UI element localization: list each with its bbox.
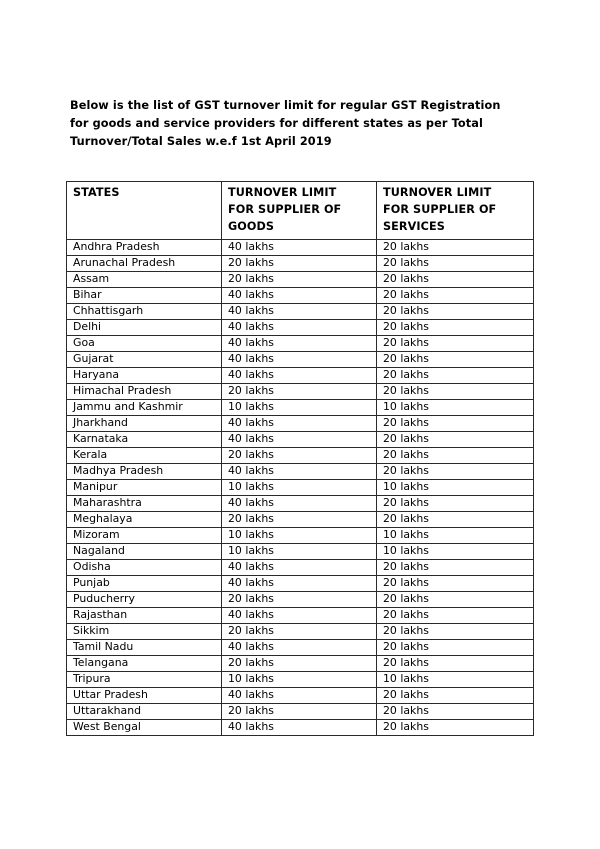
cell-services-limit: 20 lakhs [377,335,534,351]
cell-goods-limit: 40 lakhs [222,367,377,383]
table-row [67,287,534,303]
cell-goods-limit: 20 lakhs [222,703,377,719]
cell-goods-limit: 20 lakhs [222,383,377,399]
table-row [67,463,534,479]
cell-state: Goa [67,335,222,351]
cell-services-limit: 10 lakhs [377,399,534,415]
cell-services-limit: 20 lakhs [377,367,534,383]
gst-turnover-table-container [66,181,533,736]
cell-goods-limit: 40 lakhs [222,687,377,703]
column-header-line: STATES [73,186,120,199]
cell-state: Arunachal Pradesh [67,255,222,271]
cell-services-limit: 20 lakhs [377,415,534,431]
cell-state: Assam [67,271,222,287]
table-row [67,575,534,591]
cell-goods-limit: 10 lakhs [222,479,377,495]
cell-services-limit: 20 lakhs [377,703,534,719]
column-header-line: FOR SUPPLIER OF [383,203,497,217]
intro-line: for goods and service providers for different states as per Total [70,117,483,131]
cell-services-limit: 20 lakhs [377,447,534,463]
cell-state: Kerala [67,447,222,463]
cell-goods-limit: 20 lakhs [222,447,377,463]
cell-services-limit: 20 lakhs [377,687,534,703]
cell-goods-limit: 40 lakhs [222,287,377,303]
table-row [67,655,534,671]
cell-goods-limit: 40 lakhs [222,239,377,255]
cell-goods-limit: 20 lakhs [222,655,377,671]
cell-services-limit: 10 lakhs [377,527,534,543]
table-row [67,303,534,319]
cell-goods-limit: 40 lakhs [222,575,377,591]
cell-state: West Bengal [67,719,222,735]
table-row [67,511,534,527]
table-row [67,703,534,719]
cell-state: Tamil Nadu [67,639,222,655]
cell-services-limit: 20 lakhs [377,607,534,623]
table-header [67,182,534,240]
table-row [67,431,534,447]
cell-state: Jammu and Kashmir [67,399,222,415]
cell-goods-limit: 20 lakhs [222,511,377,527]
cell-state: Jharkhand [67,415,222,431]
cell-goods-limit: 10 lakhs [222,399,377,415]
cell-services-limit: 20 lakhs [377,495,534,511]
cell-goods-limit: 20 lakhs [222,623,377,639]
cell-services-limit: 20 lakhs [377,639,534,655]
cell-services-limit: 10 lakhs [377,543,534,559]
table-row [67,591,534,607]
cell-goods-limit: 40 lakhs [222,431,377,447]
table-row [67,623,534,639]
table-row [67,367,534,383]
column-header-line: TURNOVER LIMIT [228,186,337,199]
cell-state: Mizoram [67,527,222,543]
column-header-states [67,182,222,240]
cell-state: Manipur [67,479,222,495]
cell-goods-limit: 10 lakhs [222,527,377,543]
table-row [67,671,534,687]
cell-services-limit: 20 lakhs [377,431,534,447]
gst-turnover-table [66,181,534,736]
cell-services-limit: 20 lakhs [377,463,534,479]
table-row [67,319,534,335]
cell-services-limit: 20 lakhs [377,255,534,271]
cell-services-limit: 20 lakhs [377,351,534,367]
cell-state: Rajasthan [67,607,222,623]
cell-state: Meghalaya [67,511,222,527]
cell-state: Uttar Pradesh [67,687,222,703]
cell-services-limit: 10 lakhs [377,671,534,687]
cell-goods-limit: 20 lakhs [222,271,377,287]
cell-state: Nagaland [67,543,222,559]
cell-state: Haryana [67,367,222,383]
cell-goods-limit: 20 lakhs [222,591,377,607]
table-row [67,687,534,703]
cell-state: Sikkim [67,623,222,639]
cell-state: Himachal Pradesh [67,383,222,399]
cell-goods-limit: 40 lakhs [222,335,377,351]
column-header-services [377,182,534,240]
table-row [67,447,534,463]
cell-goods-limit: 40 lakhs [222,495,377,511]
table-row [67,479,534,495]
table-row [67,415,534,431]
cell-services-limit: 20 lakhs [377,271,534,287]
cell-state: Chhattisgarh [67,303,222,319]
table-row [67,239,534,255]
cell-state: Delhi [67,319,222,335]
table-row [67,255,534,271]
intro-line: Below is the list of GST turnover limit for regular GST Registration [70,99,501,112]
cell-goods-limit: 40 lakhs [222,303,377,319]
table-row [67,335,534,351]
intro-line: Turnover/Total Sales w.e.f 1st April 2019 [70,135,332,149]
cell-state: Puducherry [67,591,222,607]
cell-state: Odisha [67,559,222,575]
column-header-goods [222,182,377,240]
cell-services-limit: 20 lakhs [377,511,534,527]
cell-state: Andhra Pradesh [67,239,222,255]
cell-state: Tripura [67,671,222,687]
cell-state: Gujarat [67,351,222,367]
cell-services-limit: 20 lakhs [377,719,534,735]
cell-goods-limit: 10 lakhs [222,671,377,687]
table-row [67,399,534,415]
cell-services-limit: 20 lakhs [377,319,534,335]
column-header-line: FOR SUPPLIER OF [228,203,342,217]
table-row [67,383,534,399]
cell-state: Telangana [67,655,222,671]
cell-goods-limit: 40 lakhs [222,639,377,655]
cell-state: Maharashtra [67,495,222,511]
column-header-line: GOODS [228,220,275,234]
cell-services-limit: 20 lakhs [377,591,534,607]
cell-goods-limit: 40 lakhs [222,351,377,367]
cell-services-limit: 20 lakhs [377,239,534,255]
cell-state: Madhya Pradesh [67,463,222,479]
cell-services-limit: 20 lakhs [377,623,534,639]
cell-services-limit: 20 lakhs [377,655,534,671]
cell-goods-limit: 40 lakhs [222,415,377,431]
table-body [67,239,534,735]
table-row [67,719,534,735]
table-row [67,607,534,623]
table-row [67,543,534,559]
cell-goods-limit: 40 lakhs [222,719,377,735]
cell-goods-limit: 40 lakhs [222,607,377,623]
cell-state: Uttarakhand [67,703,222,719]
cell-services-limit: 20 lakhs [377,383,534,399]
column-header-line: TURNOVER LIMIT [383,186,492,199]
cell-state: Bihar [67,287,222,303]
table-row [67,271,534,287]
intro-paragraph [70,97,538,152]
cell-goods-limit: 40 lakhs [222,319,377,335]
cell-goods-limit: 20 lakhs [222,255,377,271]
column-header-line: SERVICES [383,220,445,234]
cell-services-limit: 20 lakhs [377,559,534,575]
cell-services-limit: 10 lakhs [377,479,534,495]
cell-services-limit: 20 lakhs [377,303,534,319]
table-row [67,639,534,655]
table-row [67,495,534,511]
table-row [67,527,534,543]
table-row [67,559,534,575]
cell-state: Punjab [67,575,222,591]
cell-services-limit: 20 lakhs [377,575,534,591]
cell-services-limit: 20 lakhs [377,287,534,303]
cell-state: Karnataka [67,431,222,447]
cell-goods-limit: 40 lakhs [222,559,377,575]
cell-goods-limit: 10 lakhs [222,543,377,559]
table-row [67,351,534,367]
table-header-row [67,182,534,240]
cell-goods-limit: 40 lakhs [222,463,377,479]
